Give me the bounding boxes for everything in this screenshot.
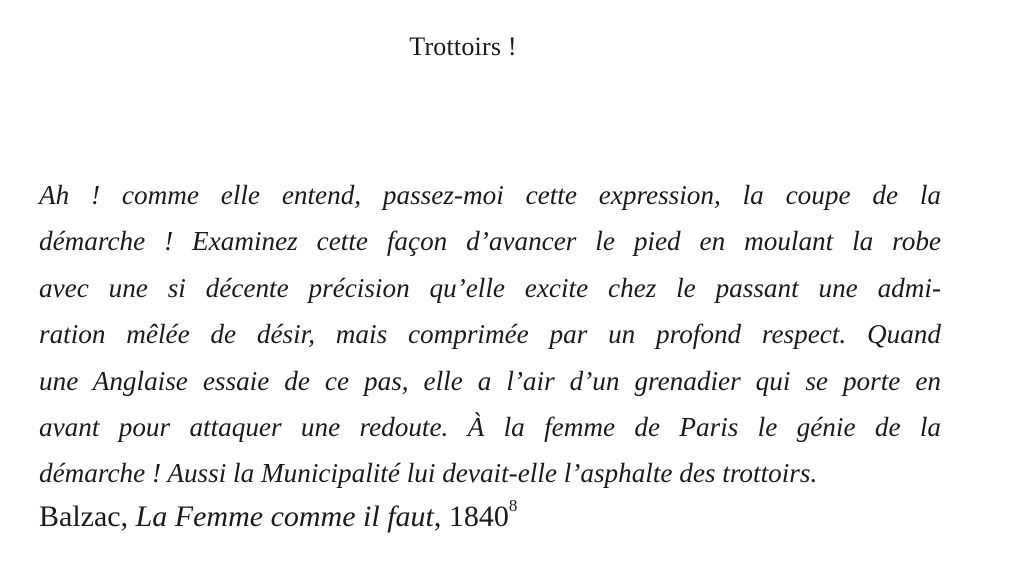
- quote-line: une Anglaise essaie de ce pas, elle a l’air d’un grenadier qui se porte en: [39, 365, 941, 396]
- quote-block: [39, 172, 941, 497]
- quote-line: démarche ! Aussi la Municipalité lui devait-elle l’asphalte des trottoirs.: [39, 458, 818, 489]
- attribution-author: Balzac,: [39, 500, 129, 533]
- quote-line: Ah ! comme elle entend, passez-moi cette expression, la coupe de la: [39, 180, 941, 210]
- attribution: [39, 496, 518, 534]
- page-title: Trottoirs !: [409, 32, 517, 61]
- quote-line: avant pour attaquer une redoute. À la femme de Paris le génie de la: [39, 412, 941, 443]
- quote-line: avec une si décente précision qu’elle excite chez le passant une admi-: [39, 272, 941, 303]
- attribution-work-title: La Femme comme il faut: [135, 500, 434, 533]
- quote-line: ration mêlée de désir, mais comprimée par un profond respect. Quand: [39, 319, 941, 350]
- quote-line: démarche ! Examinez cette façon d’avancer le pied en moulant la robe: [39, 226, 941, 257]
- attribution-year: , 1840: [433, 500, 509, 533]
- footnote-marker[interactable]: 8: [508, 496, 518, 515]
